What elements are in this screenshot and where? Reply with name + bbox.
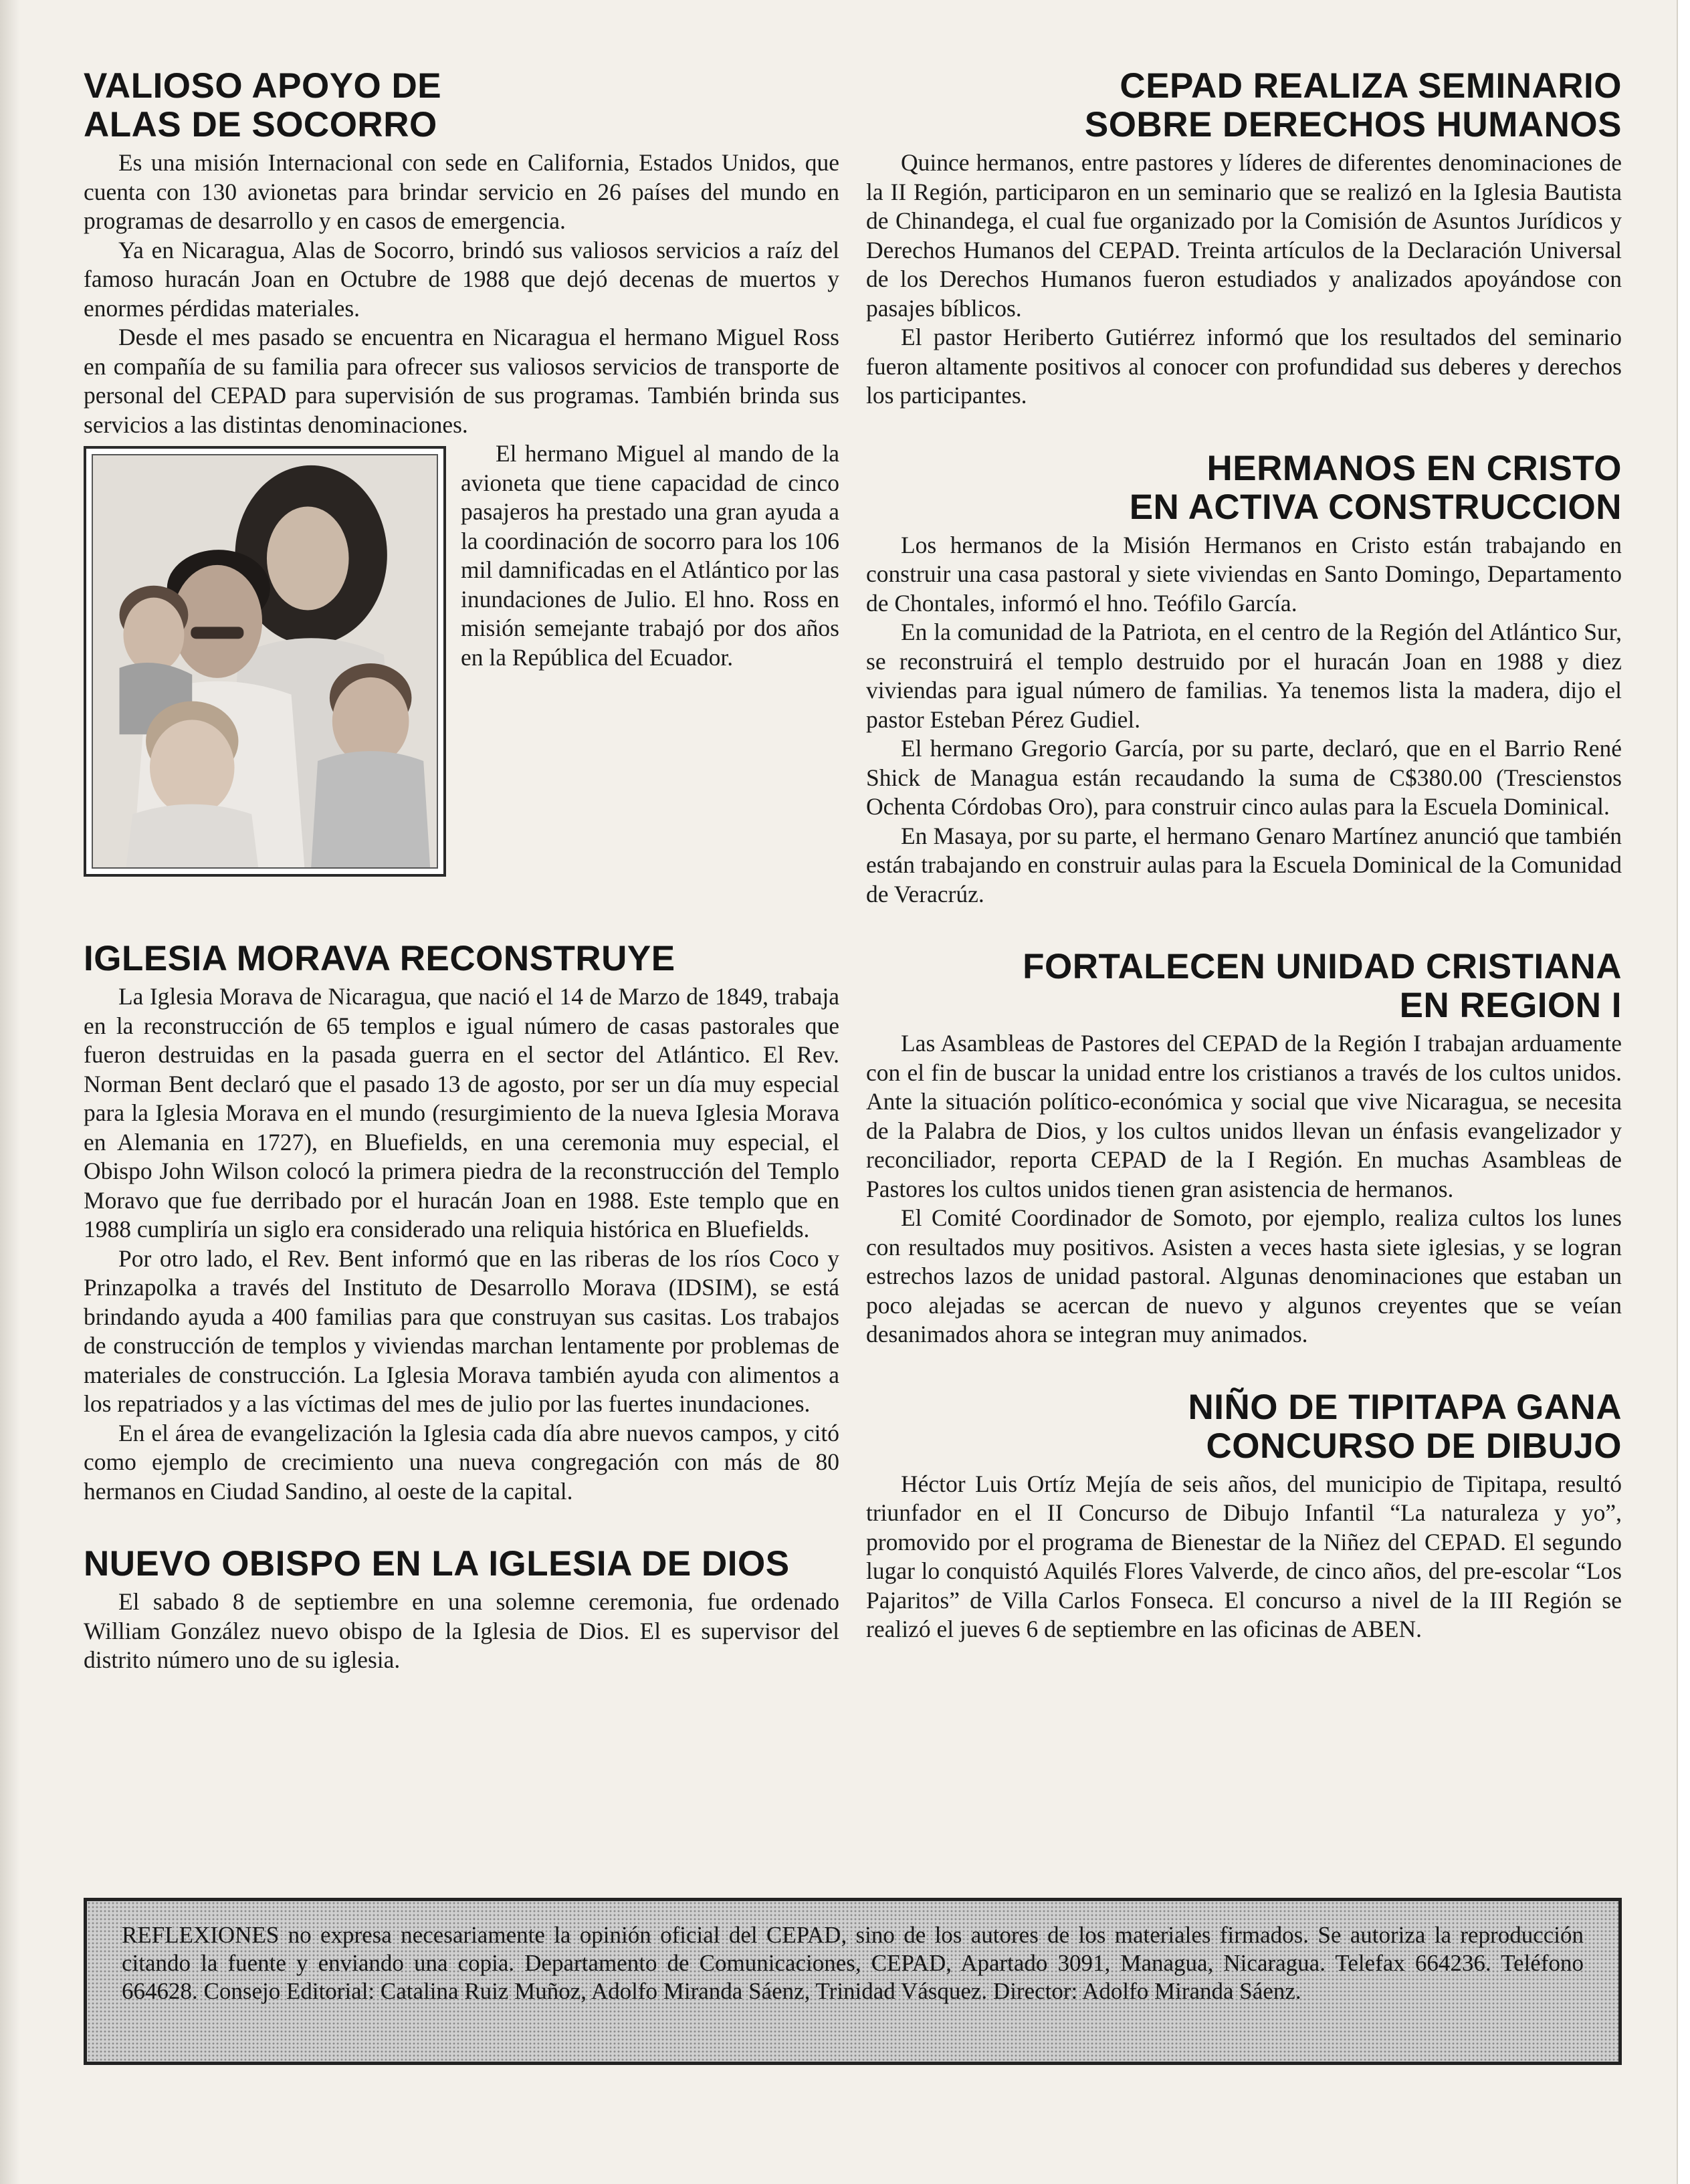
paragraph: En Masaya, por su parte, el hermano Genaro Martínez anunció que también están trabajando en construir aulas para la Escuela Dominical de la Comunidad de Veracrúz. — [866, 822, 1622, 907]
headline-line: EN ACTIVA CONSTRUCCION — [1129, 487, 1622, 527]
headline-line: CONCURSO DE DIBUJO — [1206, 1426, 1622, 1466]
paragraph: Por otro lado, el Rev. Bent informó que en las riberas de los ríos Coco y Prinzapolka a través del Instituto de Desarrollo Morava (IDSIM), se está brindando ayuda a 400 familias para que construyan sus casitas. Los trabajos de construcción de templos y viviendas marchan lentamente por problemas de materiales de construcción. La Iglesia Morava también ayuda con alimentos a los repatriados y a las víctimas del mes de julio por las fuertes inundaciones. — [84, 1244, 839, 1417]
headline-line: HERMANOS EN CRISTO — [1206, 448, 1622, 488]
headline-line: NIÑO DE TIPITAPA GANA — [1188, 1387, 1622, 1427]
paragraph: La Iglesia Morava de Nicaragua, que nació el 14 de Marzo de 1849, trabaja en la reconstrucción de 65 templos e igual número de casas pastorales que fueron destruidas en la pasada guerra en el sector del Atlántico. El Rev. Norman Bent declaró que el pasado 13 de agosto, por ser un día muy especial para la Iglesia Morava en el mundo (resurgimiento de la nueva Iglesia Morava en Alemania en 1727), en Bluefields, en una ceremonia muy especial, el Obispo John Wilson colocó la primera piedra de la reconstrucción del Templo Moravo que fue derribado por el huracán Joan en 1988. Este templo que en 1988 cumpliría un siglo era considerado una reliquia histórica en Bluefields. — [84, 983, 839, 1242]
headline-line: SOBRE DERECHOS HUMANOS — [1084, 105, 1622, 144]
masthead-disclaimer-box — [84, 1898, 1622, 2065]
paragraph: Es una misión Internacional con sede en California, Estados Unidos, que cuenta con 130 avionetas para brindar servicio en 26 países del mundo en programas de desarrollo y en casos de emergencia. — [84, 149, 839, 234]
headline-line: FORTALECEN UNIDAD CRISTIANA — [1023, 947, 1622, 986]
headline-line: EN REGION I — [1399, 986, 1622, 1025]
headline-line: CEPAD REALIZA SEMINARIO — [1120, 66, 1622, 106]
headline-iglesia-morava: IGLESIA MORAVA RECONSTRUYE — [84, 939, 675, 978]
paragraph: Las Asambleas de Pastores del CEPAD de la Región I trabajan arduamente con el fin de buscar la unidad entre los cristianos a través de los cultos unidos. Ante la situación político-económica y social que vive Nicaragua, se necesita de la Palabra de Dios, y los cultos unidos llevan un énfasis evangelizador y reconciliador, reporta CEPAD de la I Región. En muchas Asambleas de Pastores los cultos unidos tienen gran asistencia de hermanos. — [866, 1030, 1622, 1202]
family-photo — [84, 446, 446, 877]
right-column — [866, 67, 1622, 1683]
paragraph: El pastor Heriberto Gutiérrez informó que los resultados del seminario fueron altamente positivos al conocer con profundidad sus deberes y derechos los participantes. — [866, 324, 1622, 409]
article-nino-tipitapa — [866, 1388, 1622, 1644]
paragraph: Desde el mes pasado se encuentra en Nicaragua el hermano Miguel Ross en compañía de su familia para ofrecer sus valiosos servicios de transporte de personal del CEPAD para supervisión de sus programas. También brinda sus servicios a las distintas denominaciones. — [84, 324, 839, 438]
paragraph: El hermano Miguel al mando de la avioneta que tiene capacidad de cinco pasajeros ha prestado una gran ayuda a la coordinación de socorro para los 106 mil damnificadas en el Atlántico por las inundaciones de Julio. El hno. Ross en misión semejante trabajó por dos años en la República del Ecuador. — [461, 440, 839, 671]
paragraph: El hermano Gregorio García, por su parte, declaró, que en el Barrio René Shick de Managua están recaudando la suma de C$380.00 (Trescienstos Ochenta Córdobas Oro), para construir cinco aulas para la Escuela Dominical. — [866, 735, 1622, 820]
left-column — [84, 67, 839, 1714]
article-cepad-seminario — [866, 67, 1622, 411]
disclaimer-text: REFLEXIONES no expresa necesariamente la opinión oficial del CEPAD, sino de los autores de los materiales firmados. Se autoriza la reproducción citando la fuente y enviando una copia. Departamento de Comunicaciones, CEPAD, Apartado 3091, Managua, Nicaragua. Telefax 664236. Teléfono 664628. Consejo Editorial: Catalina Ruiz Muñoz, Adolfo Miranda Sáenz, Trinidad Vásquez. Director: Adolfo Miranda Sáenz. — [122, 1922, 1584, 2004]
paragraph: Ya en Nicaragua, Alas de Socorro, brindó sus valiosos servicios a raíz del famoso huracán Joan en Octubre de 1988 que dejó decenas de muertos y enormes pérdidas materiales. — [84, 236, 839, 322]
headline-unidad-cristiana — [866, 948, 1622, 1025]
headline-alas-de-socorro — [84, 67, 839, 144]
headline-nino-tipitapa — [866, 1388, 1622, 1466]
headline-hermanos-en-cristo — [866, 449, 1622, 527]
paragraph: Quince hermanos, entre pastores y líderes de diferentes denominaciones de la II Región, participaron en un seminario que se realizó en la Iglesia Bautista de Chinandega, el cual fue organizado por la Comisión de Asuntos Jurídicos y Derechos Humanos del CEPAD. Treinta artículos de la Declaración Universal de los Derechos Humanos fueron estudiados y analizados apoyándose con pasajes bíblicos. — [866, 149, 1622, 322]
paragraph: En el área de evangelización la Iglesia cada día abre nuevos campos, y citó como ejemplo de crecimiento una nueva congregación con más de 80 hermanos en Ciudad Sandino, al oeste de la capital. — [84, 1419, 839, 1505]
paragraph: Héctor Luis Ortíz Mejía de seis años, del municipio de Tipitapa, resultó triunfador en el II Concurso de Dibujo Infantil “La naturaleza y yo”, promovido por el programa de Bienestar de la Niñez del CEPAD. El segundo lugar lo conquistó Aquilés Flores Valverde, de cinco años, del pre-escolar “Los Pajaritos” de Villa Carlos Fonseca. El concurso a nivel de la III Región se realizó el jueves 6 de septiembre en las oficinas de ABEN. — [866, 1470, 1622, 1642]
article-nuevo-obispo — [84, 1545, 839, 1675]
headline-line: ALAS DE SOCORRO — [84, 105, 437, 144]
article-unidad-cristiana — [866, 948, 1622, 1349]
headline-line: VALIOSO APOYO DE — [84, 66, 442, 106]
article-hermanos-en-cristo — [866, 449, 1622, 909]
paragraph: El sabado 8 de septiembre en una solemne ceremonia, fue ordenado William González nuevo obispo de la Iglesia de Dios. El es supervisor del distrito número uno de su iglesia. — [84, 1588, 839, 1673]
photo-image — [92, 454, 438, 869]
paragraph: En la comunidad de la Patriota, en el centro de la Región del Atlántico Sur, se reconstruirá el templo destruido por el huracán Joan en 1988 y diez viviendas para igual número de familias. Ya tenemos lista la madera, dijo el pastor Esteban Pérez Gudiel. — [866, 619, 1622, 733]
page-edge — [0, 0, 20, 2184]
family-photo-illustration — [93, 455, 437, 867]
headline-nuevo-obispo: NUEVO OBISPO EN LA IGLESIA DE DIOS — [84, 1544, 790, 1584]
paragraph: Los hermanos de la Misión Hermanos en Cristo están trabajando en construir una casa pastoral y siete viviendas en Santo Domingo, Departamento de Chontales, informó el hno. Teófilo García. — [866, 531, 1622, 617]
paragraph: El Comité Coordinador de Somoto, por ejemplo, realiza cultos los lunes con resultados muy positivos. Asisten a veces hasta siete iglesias, y se logran estrechos lazos de unidad pastoral. Algunas denominaciones que estaban un poco alejadas se acercan de nuevo y algunos creyentes que se veían desanimados ahora se integran muy animados. — [866, 1204, 1622, 1347]
page-edge-right — [1677, 0, 1690, 2184]
article-iglesia-morava — [84, 940, 839, 1506]
article-alas-de-socorro — [84, 67, 839, 881]
headline-cepad-seminario — [866, 67, 1622, 144]
